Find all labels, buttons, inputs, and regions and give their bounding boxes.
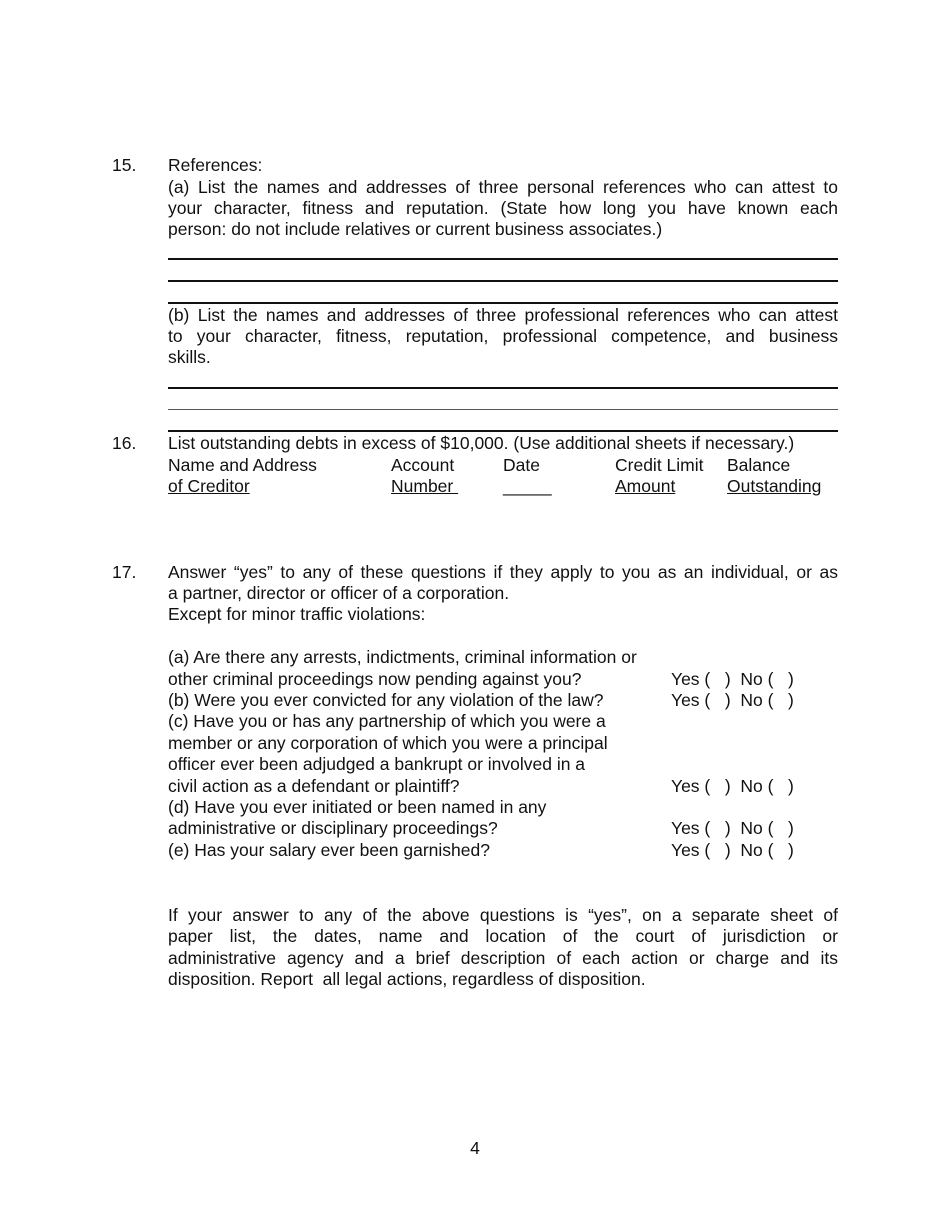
col-credit-limit-line-2: Amount: [615, 476, 676, 496]
q15a-answer-line-2[interactable]: [168, 280, 838, 282]
q17c-yes-no[interactable]: Yes ( ) No ( ): [671, 776, 794, 796]
col-date-line-1: Date: [503, 455, 540, 475]
q17c-line-3: officer ever been adjudged a bankrupt or involved in a: [168, 754, 586, 774]
q17c-line-2: member or any corporation of which you were a principal: [168, 733, 608, 753]
q17a-line-1: (a) Are there any arrests, indictments, criminal information or: [168, 647, 637, 667]
col-account-line-1: Account: [391, 455, 455, 475]
q15b-answer-line-2[interactable]: [168, 409, 838, 410]
col-credit-limit-line-1: Credit Limit: [615, 455, 704, 475]
q15a-line-1: (a) List the names and addresses of three personal references who can attest to: [168, 177, 838, 197]
q17-closing-line-1: If your answer to any of the above questions is “yes”, on a separate sheet of: [168, 905, 838, 925]
q17c-line-4: civil action as a defendant or plaintiff?: [168, 776, 460, 796]
q17a-yes-no[interactable]: Yes ( ) No ( ): [671, 669, 794, 689]
q15b-answer-line-1[interactable]: [168, 387, 838, 389]
q15b-answer-line-3[interactable]: [168, 430, 838, 432]
q17-intro-line-2: a partner, director or officer of a corporation.: [168, 583, 510, 603]
col-account-line-2: Number: [391, 476, 459, 496]
col-balance-line-2: Outstanding: [727, 476, 822, 496]
q17d-line-1: (d) Have you ever initiated or been named in any: [168, 797, 547, 817]
q16-text: List outstanding debts in excess of $10,000. (Use additional sheets if necessary.): [168, 433, 795, 453]
q15a-line-2: your character, fitness and reputation. (State how long you have known each: [168, 198, 838, 218]
q17d-yes-no[interactable]: Yes ( ) No ( ): [671, 818, 794, 838]
q15-title: References:: [168, 155, 263, 175]
q17-closing-line-3: administrative agency and a brief description of each action or charge and its: [168, 948, 838, 968]
col-creditor-line-2: of Creditor: [168, 476, 250, 496]
col-balance-line-1: Balance: [727, 455, 791, 475]
q16-number: 16.: [112, 433, 137, 453]
q15b-line-2: to your character, fitness, reputation, professional competence, and business: [168, 326, 838, 346]
q17e-yes-no[interactable]: Yes ( ) No ( ): [671, 840, 794, 860]
q17a-line-2: other criminal proceedings now pending against you?: [168, 669, 582, 689]
q17b-line-1: (b) Were you ever convicted for any violation of the law?: [168, 690, 604, 710]
q17b-yes-no[interactable]: Yes ( ) No ( ): [671, 690, 794, 710]
q15a-line-3: person: do not include relatives or current business associates.): [168, 219, 663, 239]
col-creditor-line-1: Name and Address: [168, 455, 317, 475]
q15a-answer-line-1[interactable]: [168, 258, 838, 260]
q17-closing-line-2: paper list, the dates, name and location of the court of jurisdiction or: [168, 926, 838, 946]
q15a-answer-line-3[interactable]: [168, 302, 838, 304]
q15b-line-1: (b) List the names and addresses of three professional references who can attest: [168, 305, 838, 325]
q17-intro-line-1: Answer “yes” to any of these questions if they apply to you as an individual, or as: [168, 562, 838, 582]
q17e-line-1: (e) Has your salary ever been garnished?: [168, 840, 490, 860]
q17d-line-2: administrative or disciplinary proceedings?: [168, 818, 498, 838]
page-number: 4: [470, 1138, 480, 1158]
col-date-line-2: _____: [503, 476, 552, 496]
q15-number: 15.: [112, 155, 137, 175]
q17-closing-line-4: disposition. Report all legal actions, regardless of disposition.: [168, 969, 646, 989]
q17c-line-1: (c) Have you or has any partnership of which you were a: [168, 711, 606, 731]
q15b-line-3: skills.: [168, 347, 211, 367]
q17-intro-line-3: Except for minor traffic violations:: [168, 604, 426, 624]
q17-number: 17.: [112, 562, 137, 582]
